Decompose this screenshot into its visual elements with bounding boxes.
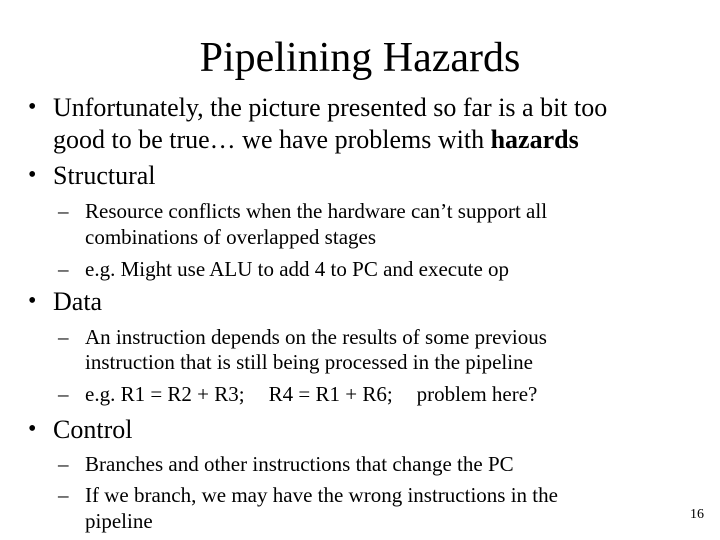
dash-icon: –: [58, 382, 69, 406]
structural-sub1-line-2: combinations of overlapped stages: [85, 225, 377, 249]
control-sub2-line-1: If we branch, we may have the wrong instructions in the: [85, 483, 558, 507]
control-sub2-line-2: pipeline: [85, 509, 153, 533]
bullet-icon: •: [28, 162, 37, 188]
data-example-part-3: problem here?: [416, 382, 538, 406]
intro-line-2-text: good to be true… we have problems with: [53, 125, 491, 154]
page-number: 16: [690, 507, 704, 522]
dash-icon: –: [58, 199, 69, 223]
intro-line-2: [53, 125, 579, 155]
intro-line-1: Unfortunately, the picture presented so far is a bit too: [53, 93, 608, 122]
structural-sub2: e.g. Might use ALU to add 4 to PC and execute op: [85, 257, 510, 281]
bullet-icon: •: [28, 94, 37, 120]
dash-icon: –: [58, 325, 69, 349]
data-example-part-2: R4 = R1 + R6;: [268, 382, 393, 406]
structural-sub1-line-1: Resource conflicts when the hardware can’t support all: [85, 199, 548, 223]
data-heading: Data: [53, 287, 103, 316]
hazards-emphasis: hazards: [490, 125, 579, 154]
slide-title: Pipelining Hazards: [199, 35, 521, 81]
control-sub1: Branches and other instructions that change the PC: [85, 452, 514, 476]
data-example: [85, 381, 537, 407]
bullet-icon: •: [28, 288, 37, 314]
data-example-part-1: e.g. R1 = R2 + R3;: [85, 382, 245, 406]
control-heading: Control: [53, 415, 133, 444]
dash-icon: –: [58, 452, 69, 476]
dash-icon: –: [58, 483, 69, 507]
structural-heading: Structural: [53, 161, 156, 190]
bullet-icon: •: [28, 416, 37, 442]
dash-icon: –: [58, 257, 69, 281]
data-sub1-line-1: An instruction depends on the results of some previous: [85, 325, 547, 349]
data-sub1-line-2: instruction that is still being processed in the pipeline: [85, 350, 533, 374]
